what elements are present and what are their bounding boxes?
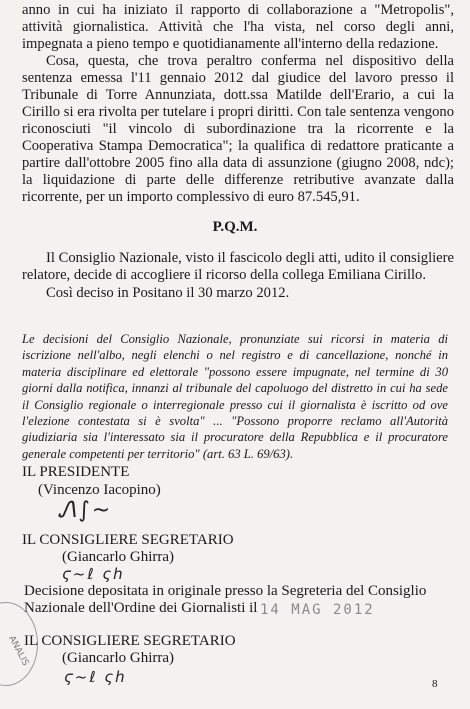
secretary-title-2: IL CONSIGLIERE SEGRETARIO [24, 633, 236, 649]
paragraph-text: anno in cui ha iniziato il rapporto di collaborazione a "Metropolis", attività giornalistica. Attività che l'ha vista, nel corso degli anni, impegnata a pieno tempo e quotidianamente all'interno della redazione. [22, 2, 454, 52]
secretary-title: IL CONSIGLIERE SEGRETARIO [22, 532, 234, 548]
deposit-line-1: Decisione depositata in originale presso la Segreteria del Consiglio [24, 583, 427, 599]
secretary-name: (Giancarlo Ghirra) [62, 549, 175, 565]
deposit-line-2: Nazionale dell'Ordine dei Giornalisti il [24, 600, 258, 616]
president-signature-icon: Ꮑ∫~ [58, 498, 113, 523]
secretary-signature-2-icon: ϛ~ℓ ςh [64, 668, 127, 686]
pqm-heading: P.Q.M. [212, 219, 258, 235]
paragraph-text: Così deciso in Positano il 30 marzo 2012. [46, 285, 290, 301]
legal-note: Le decisioni del Consiglio Nazionale, pronunziate sui ricorsi in materia di iscrizione nell'albo, negli elenchi o nel registro e di cancellazione, nonché in materia disciplinare ed elettorale "possono essere impugnate, nel termine di 30 giorni dalla notifica, innanzi al tribunale del capoluogo del distretto in cui ha sede il Consiglio regionale o interregionale presso cui il giornalista è iscritto od ove l'elezione contestata si è svolta" ... "Possono proporre reclamo all'Autorità giudiziaria sia l'interessato sia il procuratore della Repubblica e il procuratore generale competenti per territorio" (art. 63 L. 69/63). [22, 332, 448, 461]
page-number: 8 [432, 678, 438, 690]
paragraph-collaboration [22, 2, 454, 53]
secretary-name-2: (Giancarlo Ghirra) [62, 650, 175, 666]
paragraph-sentence [22, 53, 454, 206]
secretary-signature-icon: ϛ~ℓ ςh [62, 565, 125, 583]
seal-lettering: ANALIS [6, 634, 31, 668]
paragraph-decision [22, 250, 454, 284]
paragraph-place-date [22, 285, 454, 302]
paragraph-text: Il Consiglio Nazionale, visto il fascicolo degli atti, udito il consigliere relatore, decide di accogliere il ricorso della collega Emiliana Cirillo. [22, 250, 454, 283]
president-name: (Vincenzo Iacopino) [38, 482, 161, 498]
deposit-date-stamp: 14 MAG 2012 [260, 602, 375, 618]
president-title: IL PRESIDENTE [22, 464, 130, 480]
paragraph-text: Cosa, questa, che trova peraltro conferma nel dispositivo della sentenza emessa l'11 gennaio 2012 dal giudice del lavoro presso il Tribunale di Torre Annunziata, dott.ssa Matilde dell'Erario, a cui la Cirillo si era rivolta per tutelare i propri diritti. Con tale sentenza vengono riconosciuti "il vincolo di subordinazione tra la ricorrente e la Cooperativa Stampa Democratica"; la qualifica di redattore praticante a partire dall'ottobre 2005 fino alla data di assunzione (giugno 2008, ndc); la liquidazione di parte delle differenze retributive avanzate dalla ricorrente, per un importo complessivo di euro 87.545,91. [22, 53, 454, 205]
